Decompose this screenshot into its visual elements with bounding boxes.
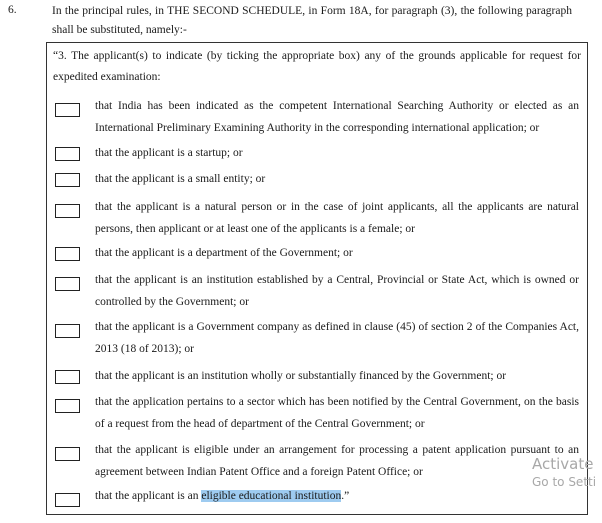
item-text: that the applicant is an institution wholly or substantially financed by the Government; or xyxy=(95,370,507,382)
checkbox[interactable] xyxy=(55,324,80,338)
item-text: that the applicant is a natural person or in the case of joint applicants, all the applicants are natural persons, then applicant or at least one of the applicants is a female; or xyxy=(95,201,579,235)
checkbox[interactable] xyxy=(55,493,80,507)
item-text-prefix: that the applicant is an xyxy=(95,490,202,502)
checkbox[interactable] xyxy=(55,204,80,218)
substituted-paragraph-box xyxy=(46,42,588,515)
activate-windows-watermark xyxy=(532,455,596,490)
item-text: that the applicant is an institution established by a Central, Provincial or State Act, which is owned or controlled by the Government; or xyxy=(95,274,579,308)
paragraph-lead: “3. The applicant(s) to indicate (by ticking the appropriate box) any of the grounds applicable for request for expedited examination: xyxy=(53,50,581,83)
watermark-line-2: Go to Setti xyxy=(532,474,597,489)
checkbox[interactable] xyxy=(55,277,80,291)
item-text: that the applicant is a department of the Government; or xyxy=(95,247,353,259)
item-text: that the application pertains to a sector which has been notified by the Central Government, on the basis of a request from the head of department of the Central Government; or xyxy=(95,396,579,430)
item-text-suffix: .” xyxy=(341,490,350,502)
paragraph-number: 6. xyxy=(8,4,17,16)
checkbox[interactable] xyxy=(55,103,80,117)
checkbox[interactable] xyxy=(55,370,80,384)
checkbox[interactable] xyxy=(55,147,80,161)
checkbox[interactable] xyxy=(55,247,80,261)
item-text: that the applicant is a small entity; or xyxy=(95,173,266,185)
item-text: that the applicant is eligible under an arrangement for processing a patent application pursuant to an agreement between Indian Patent Office and a foreign Patent Office; or xyxy=(95,444,579,478)
item-text xyxy=(95,486,579,508)
watermark-line-1: Activate xyxy=(532,455,594,473)
checkbox[interactable] xyxy=(55,173,80,187)
checkbox[interactable] xyxy=(55,399,80,413)
checkbox[interactable] xyxy=(55,447,80,461)
selected-text-highlight[interactable]: eligible educational institution xyxy=(201,490,342,502)
item-text: that the applicant is a Government company as defined in clause (45) of section 2 of the Companies Act, 2013 (18 of 2013); or xyxy=(95,321,579,355)
item-text: that the applicant is a startup; or xyxy=(95,147,243,159)
intro-text: In the principal rules, in THE SECOND SCHEDULE, in Form 18A, for paragraph (3), the following paragraph shall be substituted, namely:- xyxy=(52,5,572,36)
item-text: that India has been indicated as the competent International Searching Authority or elected as an International Preliminary Examining Authority in the corresponding international application; or xyxy=(95,100,579,134)
